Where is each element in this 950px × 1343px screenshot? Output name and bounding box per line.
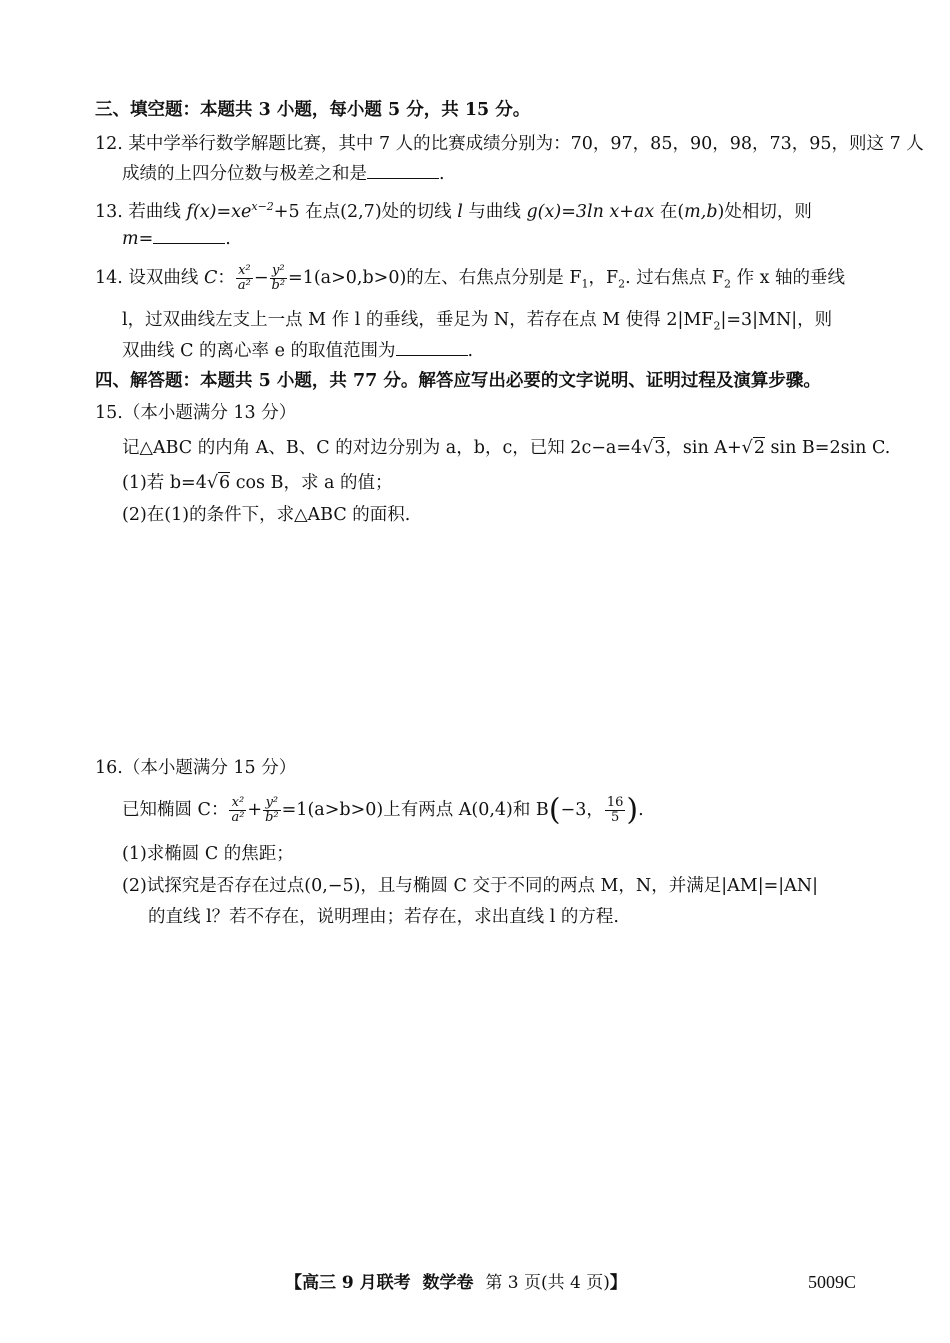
q16-head: 16.（本小题满分 15 分） xyxy=(95,758,297,778)
q15-sqrt2: 2 xyxy=(753,438,765,458)
q16-frac-16-5: $\frac{16}{5}$ xyxy=(606,795,624,825)
sqrt-symbol: √ xyxy=(741,438,753,458)
section-4-title: 四、解答题：本题共 5 小题，共 77 分。解答应写出必要的文字说明、证明过程及演算步骤。 xyxy=(95,371,821,391)
q15-stem-a: 记△ABC 的内角 A、B、C 的对边分别为 a，b，c，已知 2c−a=4 xyxy=(122,438,643,458)
footer-right-bracket: 】 xyxy=(609,1273,627,1293)
q13-text-d: 在( xyxy=(654,201,685,222)
q15-sqrt3: 3 xyxy=(654,438,666,458)
left-paren: ( xyxy=(548,792,561,828)
q13-g-expr: g(x)=3ln x+ax xyxy=(526,201,655,222)
q14-frac-x: $\frac{\text{x²}}{\text{a²}}$ xyxy=(237,263,251,293)
q14-colon: ： xyxy=(217,268,235,288)
q15-stem xyxy=(122,435,890,461)
q14-line1: 14. 设双曲线 C： $\frac{\text{x²}}{\text{a²}}$ − $\frac{\text{y²}}{\text{b²}}$ =1(a>0,b>0)的左、右焦点分别是 $F_1$，$F_2$. 过右焦点 $F_2$ 作 x 轴的垂线 xyxy=(95,263,846,293)
q13-text-a: 13. 若曲线 xyxy=(95,201,187,222)
q15-p1-a: (1)若 b=4 xyxy=(122,473,207,493)
q12-line2-text: 成绩的上四分位数与极差之和是 xyxy=(122,164,367,184)
q16-stem-a: 已知椭圆 C： xyxy=(122,800,229,820)
q13-answer-blank xyxy=(153,225,225,244)
q14-text-b: =1(a>0,b>0)的左、右焦点分别是 F xyxy=(288,268,582,288)
page-footer xyxy=(285,1268,627,1293)
q15-stem-c: sin B=2sin C. xyxy=(764,438,891,458)
q15-head: 15.（本小题满分 13 分） xyxy=(95,403,297,423)
q14-text-c: ，F xyxy=(588,268,619,288)
q14-text-d: . 过右焦点 F xyxy=(625,268,724,288)
q13-line2: m= . xyxy=(122,225,231,252)
footer-exam: 高三 9 月联考 xyxy=(302,1273,411,1293)
q13-text-c: 与曲线 xyxy=(462,201,527,222)
q13-f-exp: x−2 xyxy=(251,200,274,213)
q16-frac-y: $\frac{\text{y²}}{\text{b²}}$ xyxy=(265,795,279,825)
q16-part1: (1)求椭圆 C 的焦距； xyxy=(122,844,294,864)
q14-line2: l，过双曲线左支上一点 M 作 l 的垂线，垂足为 N，若存在点 M 使得 $2|MF_2|=3|MN|$，则 xyxy=(122,310,833,333)
q15-sqrt6: 6 xyxy=(219,473,231,493)
q13-mb: m,b xyxy=(684,201,718,222)
q13-m-var: m= xyxy=(122,229,154,249)
q12-answer-blank xyxy=(367,160,439,179)
q16-stem xyxy=(122,792,644,828)
q12-line2: 成绩的上四分位数与极差之和是 . xyxy=(122,160,445,187)
q13-f-tail: +5 xyxy=(273,201,300,222)
q13-l: l xyxy=(457,201,463,222)
footer-subject: 数学卷 xyxy=(422,1273,474,1293)
section-3-title: 三、填空题：本题共 3 小题，每小题 5 分，共 15 分。 xyxy=(95,100,531,120)
q14-line2-text: l，过双曲线左支上一点 M 作 l 的垂线，垂足为 N，若存在点 M 使得 2|MF xyxy=(122,310,714,330)
q13-f-expr: f(x)=xe xyxy=(186,201,252,222)
q15-part1 xyxy=(122,470,393,496)
q13-line1 xyxy=(95,194,812,225)
q13-text-e: )处相切，则 xyxy=(717,201,812,222)
q14-line2-tail: |=3|MN|，则 xyxy=(720,310,833,330)
footer-page: 第 3 页(共 4 页) xyxy=(485,1273,610,1293)
q14-text-e: 作 x 轴的垂线 xyxy=(731,268,846,288)
q16-point-a: −3， xyxy=(560,800,604,820)
q13-text-b: 在点(2,7)处的切线 xyxy=(299,201,458,222)
q16-stem-end: . xyxy=(638,800,644,820)
right-paren: ) xyxy=(626,792,639,828)
q14-frac-y: $\frac{\text{y²}}{\text{b²}}$ xyxy=(271,263,286,293)
paper-code: 5009C xyxy=(808,1272,857,1292)
q14-line3-text: 双曲线 C 的离心率 e 的取值范围为 xyxy=(122,341,396,361)
q14-line3: 双曲线 C 的离心率 e 的取值范围为 . xyxy=(122,337,473,364)
q12-line1: 12. 某中学举行数学解题比赛，其中 7 人的比赛成绩分别为：70，97，85，90，98，73，95，则这 7 人 xyxy=(95,134,924,154)
footer-left-bracket: 【 xyxy=(285,1273,302,1293)
q14-curve-name: C xyxy=(203,268,218,288)
sqrt-symbol: √ xyxy=(642,438,654,458)
q16-frac-x: $\frac{\text{x²}}{\text{a²}}$ xyxy=(231,795,245,825)
q15-p1-b: cos B，求 a 的值； xyxy=(230,473,393,493)
q15-part2: (2)在(1)的条件下，求△ABC 的面积. xyxy=(122,505,411,525)
q14-answer-blank xyxy=(396,337,468,356)
q16-part2-line2: 的直线 l？若不存在，说明理由；若存在，求出直线 l 的方程. xyxy=(148,907,619,927)
q16-part2-line1: (2)试探究是否存在过点(0,−5)，且与椭圆 C 交于不同的两点 M，N，并满足|AM|=|AN| xyxy=(122,876,818,896)
q16-stem-b: =1(a>b>0)上有两点 A(0,4)和 B xyxy=(281,800,549,820)
q14-minus: − xyxy=(253,268,269,288)
sqrt-symbol: √ xyxy=(206,473,219,493)
q16-plus: + xyxy=(247,800,263,820)
q15-stem-b: ，sin A+ xyxy=(665,438,742,458)
q14-text-a: 14. 设双曲线 xyxy=(95,268,204,288)
